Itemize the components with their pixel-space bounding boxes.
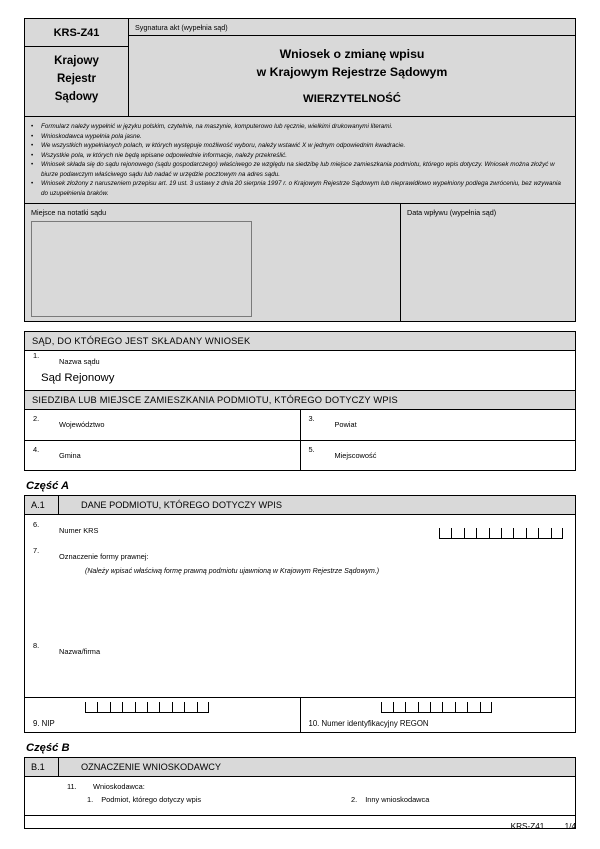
instruction-text: We wszystkich wypełnianych polach, w których występuje możliwość wyboru, należy wstawić X w jednym odpowiednim kwadracie. bbox=[41, 142, 406, 150]
char-cell[interactable] bbox=[480, 702, 492, 713]
instruction-item bbox=[31, 122, 569, 131]
option-number: 1. bbox=[87, 794, 94, 804]
char-cell[interactable] bbox=[430, 702, 442, 713]
court-notes-area bbox=[25, 204, 401, 321]
char-cell[interactable] bbox=[381, 702, 393, 713]
instruction-item bbox=[31, 160, 569, 179]
field-number: 6. bbox=[33, 519, 40, 529]
field-label: Oznaczenie formy prawnej: bbox=[59, 551, 149, 561]
nip-cells[interactable] bbox=[85, 702, 209, 713]
field-number: 7. bbox=[33, 545, 40, 555]
form-title-line-2: w Krajowym Rejestrze Sądowym bbox=[256, 64, 448, 79]
court-notes-block bbox=[24, 204, 576, 322]
case-signature-field[interactable]: Sygnatura akt (wypełnia sąd) bbox=[129, 19, 575, 36]
instruction-text: Wniosek złożony z naruszeniem przepisu art. 19 ust. 3 ustawy z dnia 20 sierpnia 1997 r. o Krajowym Rejestrze Sądowym lub nieprawidłowo wypełniony podlega zwróceniu, bez wzywania do uzupełnienia braków. bbox=[41, 180, 561, 197]
applicant-option-1[interactable] bbox=[25, 795, 311, 804]
registry-name bbox=[25, 47, 128, 116]
char-cell[interactable] bbox=[393, 702, 405, 713]
header-left-block bbox=[25, 19, 129, 116]
applicant-field bbox=[25, 782, 575, 791]
field-label: Nazwa sądu bbox=[59, 356, 100, 366]
instruction-item bbox=[31, 151, 569, 160]
char-cell[interactable] bbox=[455, 702, 467, 713]
page-footer bbox=[511, 822, 576, 831]
receipt-date-label: Data wpływu (wypełnia sąd) bbox=[407, 207, 497, 217]
field-label: Miejscowość bbox=[334, 450, 377, 460]
regon-field[interactable] bbox=[300, 698, 576, 732]
part-a-code: A.1 bbox=[25, 496, 59, 514]
court-name-field[interactable] bbox=[24, 351, 576, 391]
footer-page-number: 1/4 bbox=[564, 822, 576, 831]
address-section-bar: SIEDZIBA LUB MIEJSCE ZAMIESZKANIA PODMIOTU, KTÓREGO DOTYCZY WPIS bbox=[24, 391, 576, 410]
char-cell[interactable] bbox=[464, 528, 476, 539]
char-cell[interactable] bbox=[97, 702, 109, 713]
part-a-heading: Część A bbox=[26, 479, 70, 492]
form-subtitle: WIERZYTELNOŚĆ bbox=[303, 92, 401, 105]
char-cell[interactable] bbox=[439, 528, 451, 539]
instruction-text: Wszystkie pola, w których nie będą wpisane odpowiednie informacje, należy przekreślić. bbox=[41, 151, 288, 159]
part-b-heading: Część B bbox=[26, 741, 70, 754]
court-notes-label: Miejsce na notatki sądu bbox=[31, 207, 107, 217]
registry-name-line-1: Krajowy bbox=[54, 55, 99, 67]
instruction-item bbox=[31, 141, 569, 150]
char-cell[interactable] bbox=[476, 528, 488, 539]
field-label: Gmina bbox=[59, 450, 81, 460]
court-section-bar: SĄD, DO KTÓREGO JEST SKŁADANY WNIOSEK bbox=[24, 331, 576, 351]
char-cell[interactable] bbox=[184, 702, 196, 713]
char-cell[interactable] bbox=[451, 528, 463, 539]
registry-name-line-2: Rejestr bbox=[57, 72, 96, 85]
char-cell[interactable] bbox=[467, 702, 479, 713]
instruction-item bbox=[31, 179, 569, 198]
applicant-options bbox=[25, 791, 575, 804]
char-cell[interactable] bbox=[538, 528, 550, 539]
nip-regon-row bbox=[25, 697, 575, 732]
krs-number-label-wrap bbox=[25, 520, 439, 539]
field-label: Województwo bbox=[59, 419, 105, 429]
part-b-label: OZNACZENIE WNIOSKODAWCY bbox=[81, 761, 222, 772]
field-number: 1. bbox=[33, 350, 40, 360]
instruction-text: Wniosek składa się do sądu rejonowego (sądu gospodarczego) właściwego ze względu na siedzibę lub miejsce zamieszkania podmiotu, którego wpis dotyczy. Wniosek można złożyć w biurze podawczym właściwego sądu lub nadać w urzędzie pocztowym na adres sądu. bbox=[41, 161, 555, 178]
char-cell[interactable] bbox=[526, 528, 538, 539]
regon-cells[interactable] bbox=[381, 702, 493, 713]
char-cell[interactable] bbox=[135, 702, 147, 713]
part-a-bar bbox=[24, 495, 576, 515]
address-row-2 bbox=[25, 440, 575, 470]
option-label: Inny wnioskodawca bbox=[365, 794, 430, 804]
instruction-text: Wnioskodawca wypełnia pola jasne. bbox=[41, 132, 142, 140]
char-cell[interactable] bbox=[513, 528, 525, 539]
field-number: 3. bbox=[308, 413, 315, 423]
bullet-icon: • bbox=[31, 151, 34, 159]
part-b-body bbox=[24, 777, 576, 829]
char-cell[interactable] bbox=[442, 702, 454, 713]
bullet-icon: • bbox=[31, 180, 34, 188]
bullet-icon: • bbox=[31, 142, 34, 150]
char-cell[interactable] bbox=[159, 702, 171, 713]
char-cell[interactable] bbox=[489, 528, 501, 539]
krs-number-cells[interactable] bbox=[439, 528, 575, 539]
char-cell[interactable] bbox=[172, 702, 184, 713]
part-b-bar bbox=[24, 757, 576, 777]
commune-field[interactable] bbox=[25, 441, 300, 470]
footer-form-code: KRS-Z41 bbox=[510, 822, 545, 831]
field-number: 8. bbox=[33, 640, 40, 650]
form-title bbox=[257, 46, 448, 82]
instruction-text: Formularz należy wypełnić w języku polskim, czytelnie, na maszynie, komputerowo lub ręcznie, wielkimi drukowanymi literami. bbox=[41, 123, 393, 131]
field-label: Nazwa/firma bbox=[59, 646, 101, 656]
bullet-icon: • bbox=[31, 123, 34, 131]
field-number: 11. bbox=[67, 781, 77, 791]
company-name-field[interactable] bbox=[25, 637, 575, 659]
char-cell[interactable] bbox=[197, 702, 209, 713]
field-number: 5. bbox=[308, 444, 315, 454]
address-row-1 bbox=[25, 410, 575, 440]
county-field[interactable] bbox=[300, 410, 576, 440]
field-number: 2. bbox=[33, 413, 40, 423]
bullet-icon: • bbox=[31, 132, 34, 140]
char-cell[interactable] bbox=[418, 702, 430, 713]
option-label: Podmiot, którego dotyczy wpis bbox=[101, 794, 202, 804]
locality-field[interactable] bbox=[300, 441, 576, 470]
form-header bbox=[24, 18, 576, 117]
char-cell[interactable] bbox=[405, 702, 417, 713]
bullet-icon: • bbox=[31, 161, 34, 169]
header-right-block bbox=[129, 19, 575, 116]
char-cell[interactable] bbox=[110, 702, 122, 713]
part-a-body bbox=[24, 515, 576, 733]
footer-divider bbox=[24, 815, 576, 816]
registry-name-line-3: Sądowy bbox=[54, 90, 99, 103]
field-number: 4. bbox=[33, 444, 40, 454]
part-b-code: B.1 bbox=[25, 758, 59, 776]
legal-form-hint: (Należy wpisać właściwą formę prawną podmiotu ujawnioną w Krajowym Rejestrze Sądowym.) bbox=[85, 567, 380, 575]
legal-form-field[interactable] bbox=[25, 539, 575, 575]
field-label: Powiat bbox=[334, 419, 357, 429]
instruction-item bbox=[31, 132, 569, 141]
option-number: 2. bbox=[351, 794, 358, 804]
nip-field[interactable] bbox=[25, 698, 300, 732]
form-title-block bbox=[129, 36, 575, 116]
krs-number-row[interactable] bbox=[25, 515, 575, 539]
form-title-line-1: Wniosek o zmianę wpisu bbox=[279, 46, 425, 61]
legal-form-input-area[interactable] bbox=[25, 575, 575, 637]
char-cell[interactable] bbox=[122, 702, 134, 713]
regon-label: 10. Numer identyfikacyjny REGON bbox=[308, 718, 429, 728]
field-label: Wnioskodawca: bbox=[93, 781, 145, 791]
char-cell[interactable] bbox=[85, 702, 97, 713]
nip-label: 9. NIP bbox=[33, 718, 55, 728]
instructions-block bbox=[24, 117, 576, 204]
char-cell[interactable] bbox=[147, 702, 159, 713]
company-name-input-area[interactable] bbox=[25, 659, 575, 697]
char-cell[interactable] bbox=[501, 528, 513, 539]
form-code: KRS-Z41 bbox=[25, 19, 128, 47]
receipt-date-area bbox=[401, 204, 575, 321]
char-cell[interactable] bbox=[551, 528, 563, 539]
applicant-option-2[interactable] bbox=[311, 795, 575, 804]
address-fields bbox=[24, 410, 576, 471]
court-name-value: Sąd Rejonowy bbox=[41, 371, 115, 384]
voivodeship-field[interactable] bbox=[25, 410, 300, 440]
court-notes-box[interactable] bbox=[31, 221, 252, 317]
part-a-label: DANE PODMIOTU, KTÓREGO DOTYCZY WPIS bbox=[81, 499, 282, 510]
field-label: Numer KRS bbox=[59, 525, 99, 535]
